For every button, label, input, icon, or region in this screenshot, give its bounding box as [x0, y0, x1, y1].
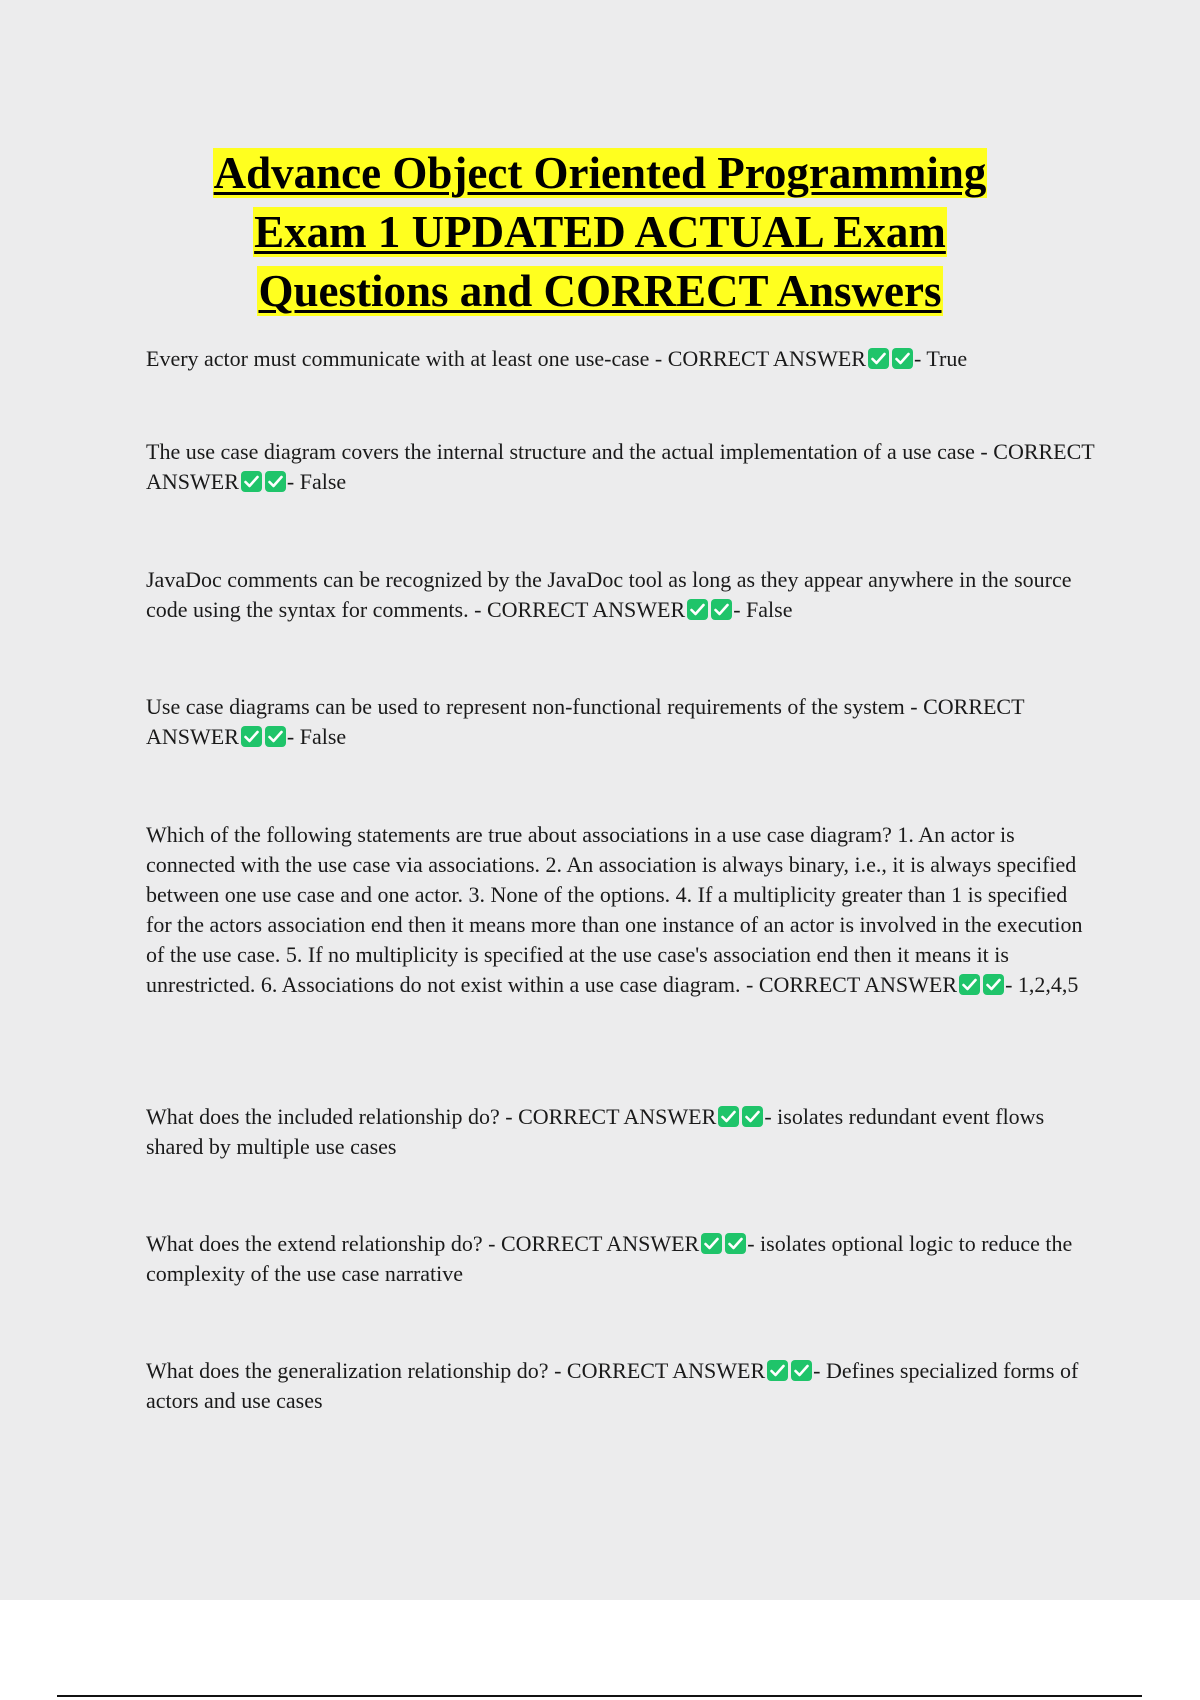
question-text: What does the extend relationship do? - [146, 1231, 501, 1256]
question-text: What does the generalization relationship do? - [146, 1358, 567, 1383]
check-mark-icon [241, 726, 262, 747]
answer-text: - Defines specialized forms of actors and use cases [146, 1358, 1079, 1413]
qa-item-8 [146, 1356, 1096, 1416]
question-text: What does the included relationship do? - [146, 1104, 519, 1129]
answer-text: - False [733, 597, 793, 622]
question-text: JavaDoc comments can be recognized by the JavaDoc tool as long as they appear anywhere in the source code using the syntax for comments. - [146, 567, 1072, 622]
check-mark-icon [701, 1233, 722, 1254]
question-text: Which of the following statements are true about associations in a use case diagram? 1. An actor is connected with the use case via associations. 2. An association is always binary, i.e., it is always specified between one use case and one actor. 3. None of the options. 4. If a multiplicity greater than 1 is specified for the actors association end then it means more than one instance of an actor is involved in the execution of the use case. 5. If no multiplicity is specified at the use case's association end then it means it is unrestricted. 6. Associations do not exist within a use case diagram. - [146, 822, 1083, 997]
check-mark-icon [687, 599, 708, 620]
answer-marker: CORRECT ANSWER [667, 346, 866, 371]
qa-item-7 [146, 1229, 1096, 1289]
check-mark-icon [265, 726, 286, 747]
check-mark-icon [241, 471, 262, 492]
title-line-3: Questions and CORRECT Answers [258, 266, 942, 316]
question-text: The use case diagram covers the internal structure and the actual implementation of a use case - [146, 439, 994, 464]
qa-item-6 [146, 1102, 1096, 1162]
check-mark-icon [868, 348, 889, 369]
check-mark-icon [767, 1360, 788, 1381]
check-mark-icon [718, 1106, 739, 1127]
title-line-1: Advance Object Oriented Programming [213, 148, 987, 198]
check-mark-icon [725, 1233, 746, 1254]
answer-marker: CORRECT ANSWER [146, 694, 1025, 749]
check-mark-icon [892, 348, 913, 369]
answer-marker: CORRECT ANSWER [758, 972, 958, 997]
footer-divider [57, 1695, 1142, 1697]
check-mark-icon [742, 1106, 763, 1127]
answer-text: - True [913, 346, 968, 371]
qa-item-4 [146, 692, 1096, 752]
check-mark-icon [983, 974, 1004, 995]
qa-item-2 [146, 437, 1096, 497]
qa-item-1 [146, 344, 1096, 374]
answer-text: - isolates redundant event flows shared by multiple use cases [146, 1104, 1045, 1159]
answer-text: - False [286, 724, 347, 749]
qa-item-5 [146, 820, 1096, 1000]
check-mark-icon [959, 974, 980, 995]
title-line-2: Exam 1 UPDATED ACTUAL Exam [254, 207, 946, 257]
question-text: Every actor must communicate with at least one use-case - [146, 346, 668, 371]
check-mark-icon [791, 1360, 812, 1381]
answer-text: - False [286, 469, 347, 494]
check-mark-icon [711, 599, 732, 620]
document-title [100, 144, 1100, 321]
check-mark-icon [265, 471, 286, 492]
answer-text: - 1,2,4,5 [1005, 972, 1079, 997]
answer-marker: CORRECT ANSWER [566, 1358, 766, 1383]
answer-marker: CORRECT ANSWER [146, 439, 1095, 494]
answer-marker: CORRECT ANSWER [486, 597, 686, 622]
page-bottom-margin [0, 1600, 1200, 1700]
question-text: Use case diagrams can be used to represent non-functional requirements of the system - [146, 694, 924, 719]
answer-marker: CORRECT ANSWER [518, 1104, 717, 1129]
qa-item-3 [146, 565, 1096, 625]
answer-text: - isolates optional logic to reduce the complexity of the use case narrative [146, 1231, 1073, 1286]
answer-marker: CORRECT ANSWER [500, 1231, 700, 1256]
